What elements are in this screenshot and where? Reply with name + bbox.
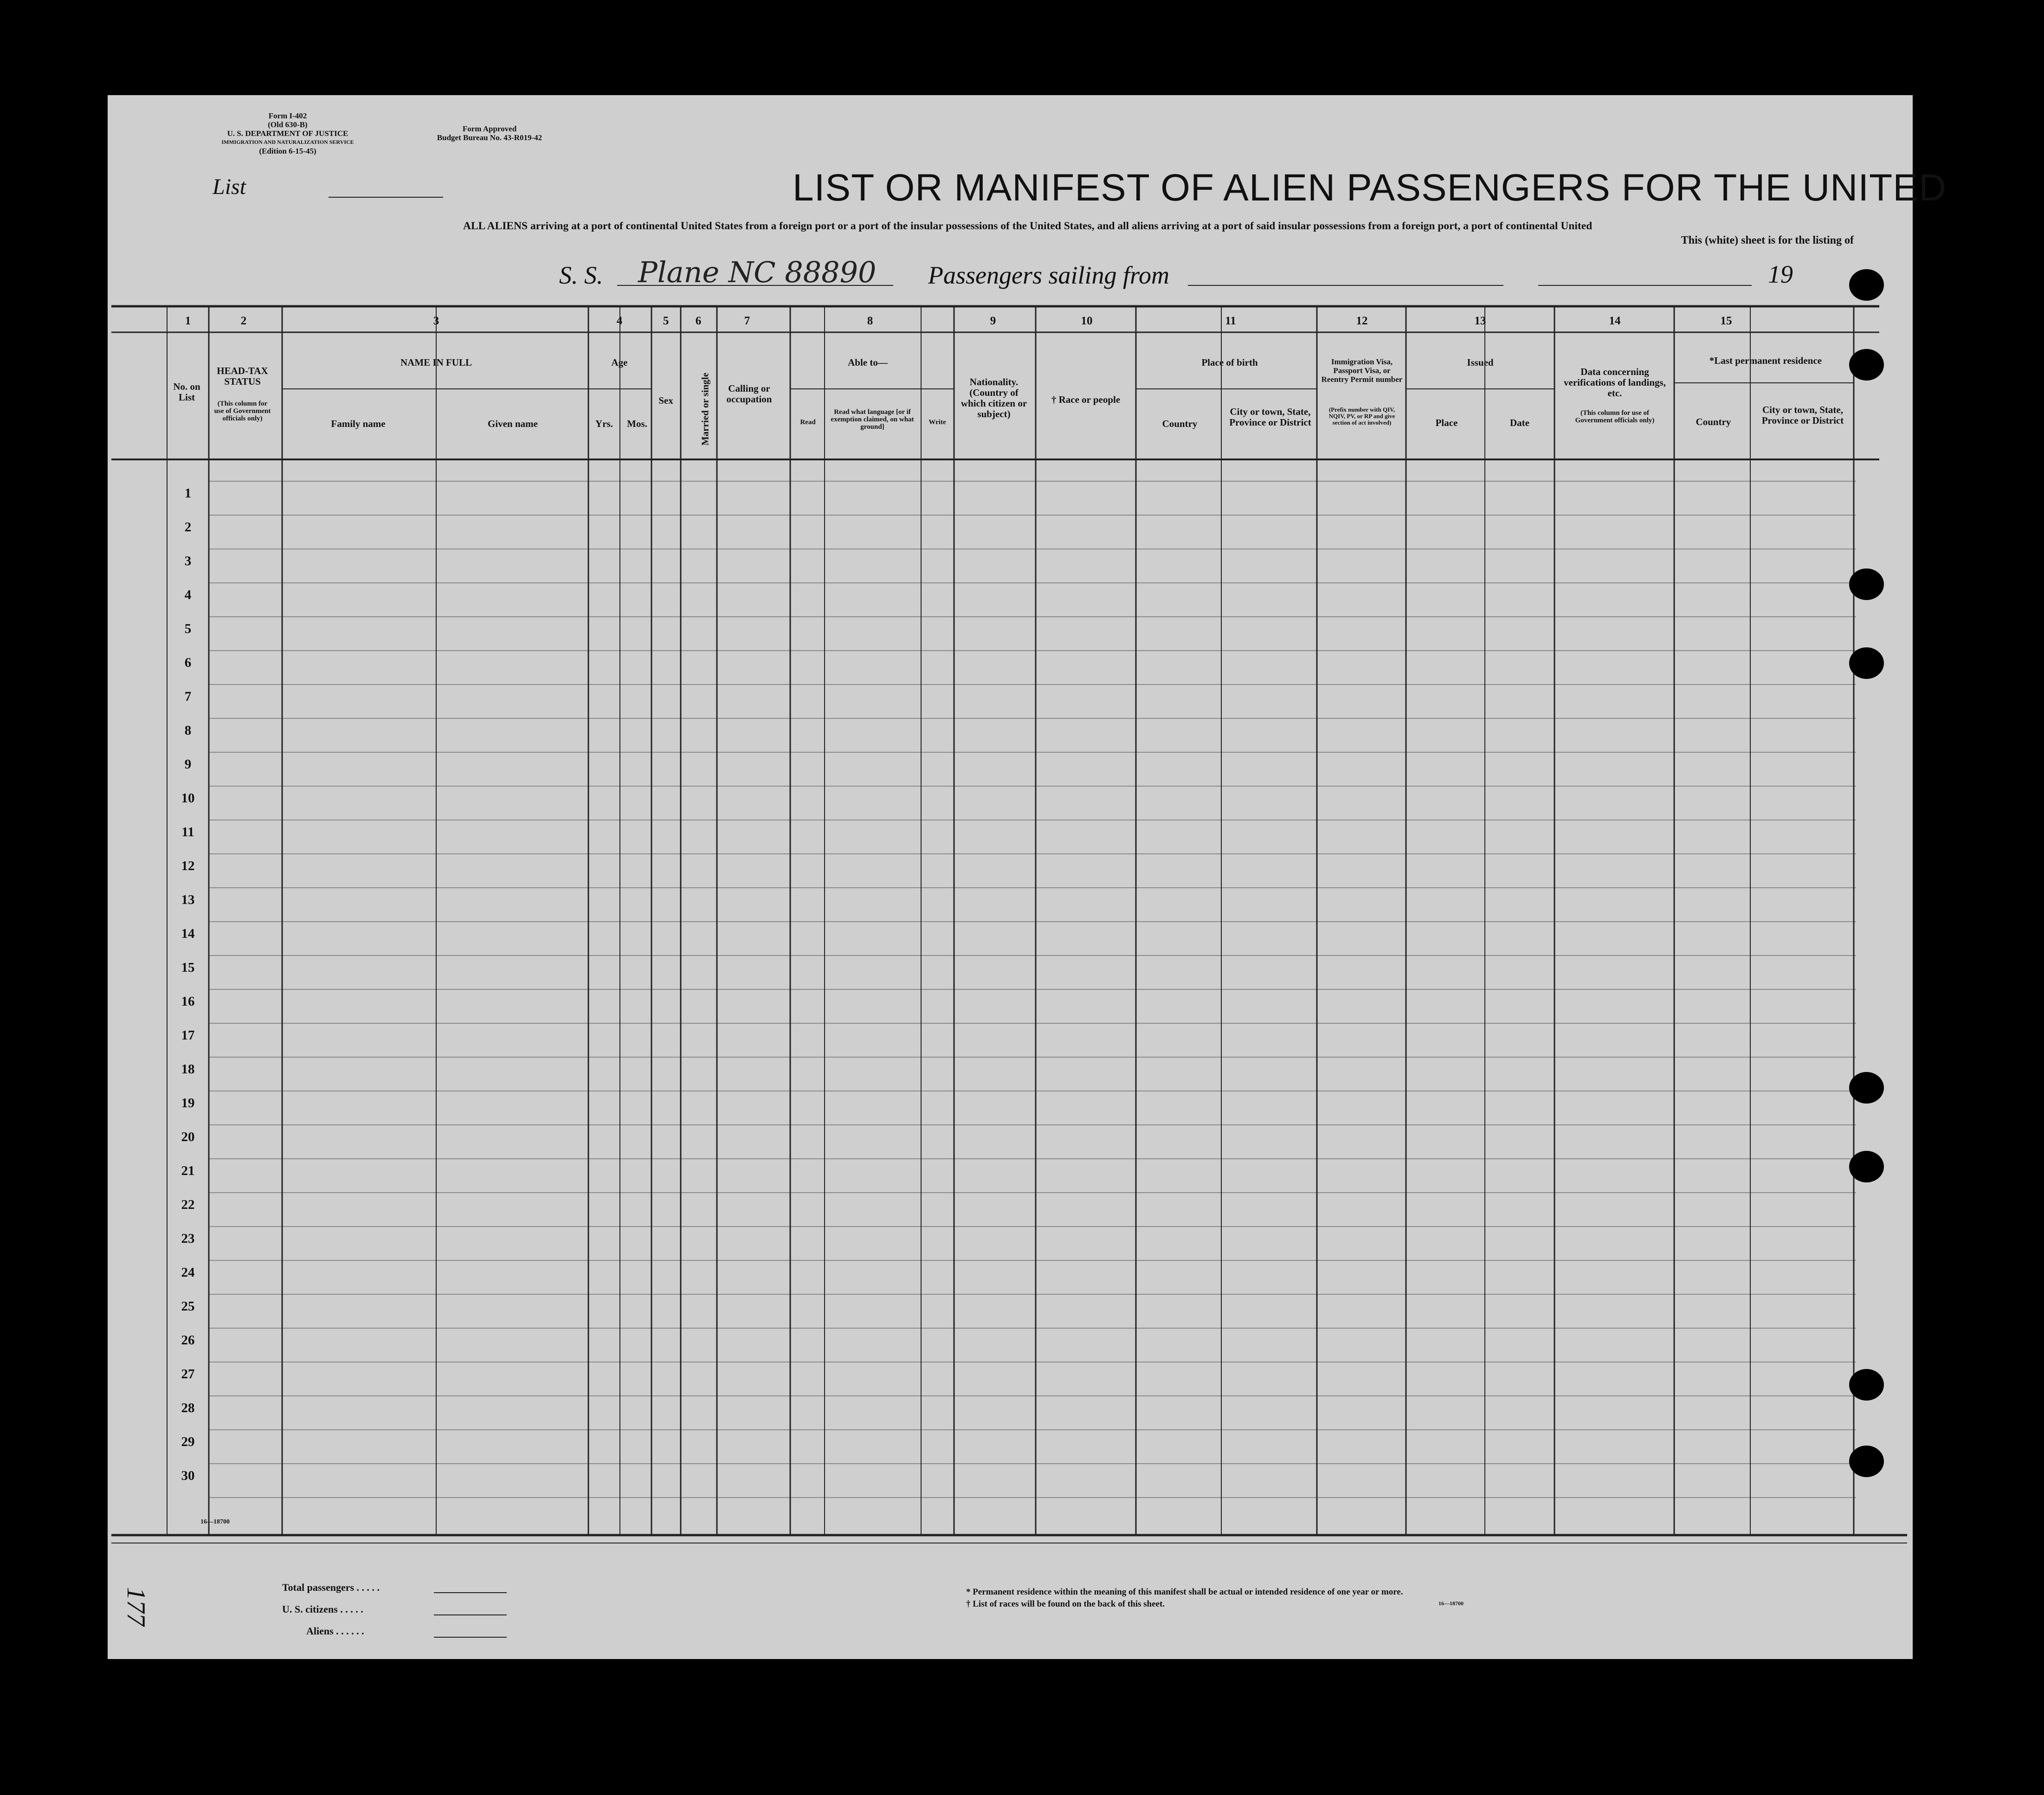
row-number: 22 [181, 1197, 195, 1212]
grid-lines [111, 197, 1907, 1637]
header-married: Married or single [699, 372, 711, 446]
punch-hole-1 [1849, 269, 1884, 301]
row-number: 10 [181, 791, 195, 806]
vessel-name-handwritten: Plane NC 88890 [638, 255, 877, 289]
service-name: IMMIGRATION AND NATURALIZATION SERVICE [221, 139, 354, 145]
vessel-prefix: S. S. [559, 261, 603, 289]
footnote-residence: * Permanent residence within the meaning of this manifest shall be actual or intended residence of one year or more. [966, 1587, 1403, 1597]
row-number: 3 [184, 554, 192, 568]
header-able-to: Able to— [848, 357, 888, 368]
aliens-label: Aliens . . . . . . [306, 1625, 364, 1637]
subtitle-line-1: ALL ALIENS arriving at a port of continental United States from a foreign port or a port of the insular possessions of the United States, and all aliens arriving at a port of said insular possessions from a foreign port, a port of continental United [463, 220, 1593, 232]
list-label: List [213, 174, 246, 199]
row-number: 17 [181, 1028, 195, 1043]
row-number: 21 [181, 1163, 195, 1178]
col-num-2: 2 [240, 315, 247, 327]
col-num-15: 15 [1720, 315, 1732, 327]
header-read: Read [800, 419, 816, 426]
col-num-8: 8 [867, 315, 873, 327]
page-title: LIST OR MANIFEST OF ALIEN PASSENGERS FOR THE UNITED [793, 167, 1947, 209]
row-number: 29 [181, 1434, 195, 1449]
year-prefix: 19 [1768, 260, 1793, 288]
row-number: 23 [181, 1231, 195, 1246]
header-last-residence: *Last permanent residence [1709, 355, 1822, 366]
row-number: 20 [181, 1130, 195, 1144]
row-number: 24 [181, 1265, 195, 1280]
header-no-on-list: No. on List [173, 381, 200, 403]
row-number: 9 [184, 757, 192, 772]
row-number: 26 [181, 1333, 195, 1348]
header-lr-country: Country [1696, 416, 1731, 427]
subtitle-line-2: This (white) sheet is for the listing of [1681, 234, 1854, 246]
col-num-5: 5 [663, 315, 669, 327]
header-birth-country: Country [1162, 418, 1198, 429]
col-num-9: 9 [990, 315, 996, 327]
punch-hole-7 [1849, 1369, 1884, 1401]
header-head-tax: HEAD-TAX STATUS [217, 365, 268, 387]
col-num-1: 1 [185, 315, 191, 327]
header-issued-place: Place [1435, 417, 1458, 428]
col-num-14: 14 [1609, 315, 1621, 327]
col-num-13: 13 [1474, 315, 1486, 327]
form-number: Form I-402 [268, 111, 307, 120]
header-landings-note: (This column for use of Government officials only) [1575, 409, 1655, 424]
row-number: 6 [184, 655, 192, 670]
edition: (Edition 6-15-45) [259, 147, 316, 155]
col-num-7: 7 [744, 315, 750, 327]
punch-hole-2 [1849, 349, 1884, 381]
header-visa-note: (Prefix number with QIV, NQIV, PV, or RP and give section of act involved) [1328, 406, 1395, 426]
row-number: 13 [181, 892, 195, 907]
row-number: 11 [181, 825, 194, 839]
header-read-what: Read what language [or if exemption claimed, on what ground] [831, 408, 914, 431]
header-name-in-full: NAME IN FULL [400, 357, 472, 368]
row-number: 5 [184, 621, 192, 636]
row-number: 12 [181, 859, 195, 873]
col-num-4: 4 [616, 315, 623, 327]
row-number: 2 [184, 520, 192, 535]
header-place-of-birth: Place of birth [1201, 357, 1258, 368]
header-lr-city: City or town, State, Province or District [1761, 404, 1844, 426]
row-number: 7 [184, 689, 192, 704]
footnote-printer-mark: 16—18700 [1438, 1600, 1464, 1607]
punch-hole-4 [1849, 647, 1884, 679]
header-mos: Mos. [627, 418, 647, 429]
row-number: 28 [181, 1401, 195, 1415]
form-approved: Form Approved [462, 124, 517, 133]
col-num-10: 10 [1081, 315, 1093, 327]
header-issued: Issued [1467, 357, 1494, 368]
header-age: Age [611, 357, 628, 368]
sailing-from-label: Passengers sailing from [928, 261, 1170, 289]
row-number: 8 [184, 723, 192, 738]
punch-hole-5 [1849, 1072, 1884, 1104]
col-num-12: 12 [1356, 315, 1368, 327]
header-family-name: Family name [331, 418, 386, 429]
punch-hole-3 [1849, 568, 1884, 600]
header-issued-date: Date [1510, 417, 1529, 428]
header-nationality: Nationality. (Country of which citizen or subject) [961, 376, 1027, 420]
row-number: 27 [181, 1367, 195, 1382]
header-given-name: Given name [488, 418, 538, 429]
col-num-11: 11 [1225, 315, 1236, 327]
us-citizens-label: U. S. citizens . . . . . [282, 1603, 363, 1615]
row-number: 4 [184, 588, 192, 602]
row-number: 14 [181, 926, 195, 941]
sheet-number-handwritten: 177 [122, 1587, 150, 1626]
punch-hole-8 [1849, 1446, 1884, 1477]
department: U. S. DEPARTMENT OF JUSTICE [227, 129, 348, 138]
row-number: 19 [181, 1096, 195, 1111]
header-head-tax-note: (This column for use of Government officials only) [214, 400, 271, 422]
footnote-races: † List of races will be found on the back of this sheet. [966, 1599, 1165, 1609]
row-number: 18 [181, 1062, 195, 1077]
old-form-number: (Old 630-B) [268, 120, 308, 129]
col-num-6: 6 [695, 315, 702, 327]
header-landings: Data concerning verifications of landings, etc. [1564, 366, 1666, 399]
col-num-3: 3 [433, 315, 439, 327]
header-race: † Race or people [1051, 394, 1121, 405]
total-passengers-label: Total passengers . . . . . [282, 1582, 380, 1593]
header-birth-city: City or town, State, Province or District [1229, 406, 1311, 428]
row-number: 1 [184, 486, 192, 501]
printer-mark: 16—18700 [200, 1518, 230, 1525]
row-number: 15 [181, 960, 195, 975]
row-number: 16 [181, 994, 195, 1009]
header-yrs: Yrs. [595, 418, 613, 429]
punch-hole-6 [1849, 1151, 1884, 1182]
row-number: 25 [181, 1299, 195, 1314]
budget-bureau: Budget Bureau No. 43-R019-42 [437, 133, 542, 142]
header-visa: Immigration Visa, Passport Visa, or Reentry Permit number [1321, 357, 1403, 384]
row-number: 30 [181, 1468, 195, 1483]
header-write: Write [929, 419, 946, 426]
header-calling: Calling or occupation [726, 383, 772, 405]
header-sex: Sex [658, 395, 673, 406]
